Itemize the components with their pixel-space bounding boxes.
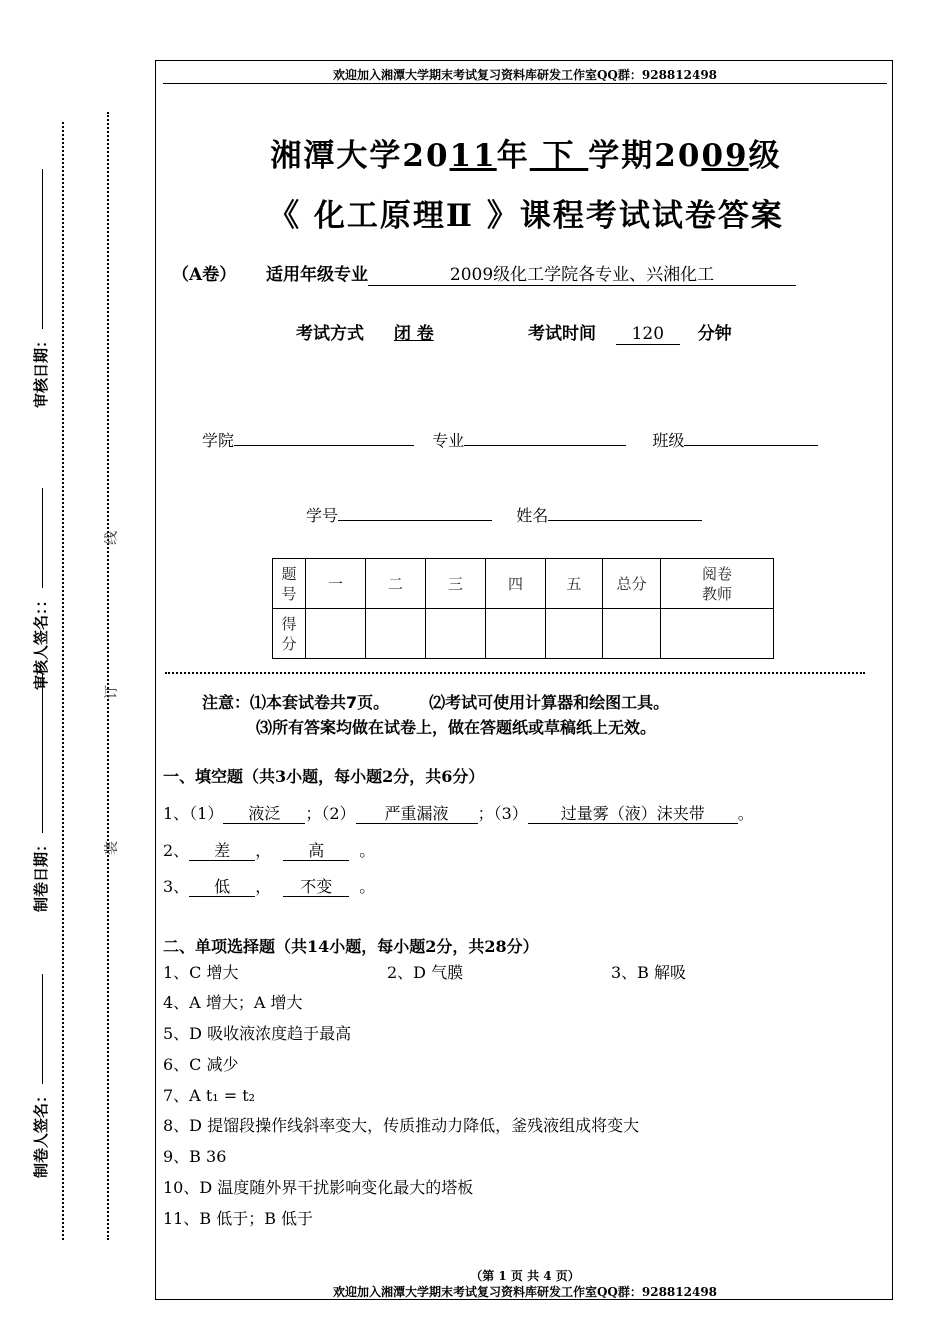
exam-time-line xyxy=(528,319,732,345)
score-cell[interactable] xyxy=(661,609,774,659)
score-cell[interactable] xyxy=(306,609,366,659)
header-rule xyxy=(163,83,887,84)
notice-line2: ⑶所有答案均做在试卷上，做在答题纸或草稿纸上无效。 xyxy=(256,718,657,737)
score-cell[interactable] xyxy=(486,609,546,659)
paper-info-line xyxy=(172,260,796,286)
header-note: 欢迎加入湘潭大学期末考试复习资料库研发工作室QQ群：928812498 xyxy=(332,68,718,82)
s2-row1-b: 2、D 气膜 xyxy=(387,963,464,982)
title-line1: 湘潭大学2011年 下 学期2009级 xyxy=(270,138,782,174)
exam-time-label: 考试时间 xyxy=(528,324,596,344)
binding-char-ding: 订 xyxy=(104,685,120,699)
s2-item: 4、A 增大；A 增大 xyxy=(163,993,303,1012)
binding-char-zhuang: 装 xyxy=(104,841,120,855)
major-field[interactable] xyxy=(464,445,626,446)
s2-item: 9、B 36 xyxy=(163,1147,227,1166)
score-cell[interactable] xyxy=(603,609,661,659)
s2-row1-a: 1、C 增大 xyxy=(163,963,239,982)
maker-label: 制卷人签名： xyxy=(30,974,51,1178)
major-value: 2009级化工学院各专业、兴湘化工 xyxy=(368,260,796,286)
score-cell[interactable] xyxy=(366,609,426,659)
footer-note: 欢迎加入湘潭大学期末考试复习资料库研发工作室QQ群：928812498 xyxy=(332,1285,718,1299)
binding-line-outer xyxy=(62,122,64,1240)
s2-item: 11、B 低于；B 低于 xyxy=(163,1209,314,1228)
class-field[interactable] xyxy=(684,445,818,446)
score-cell[interactable] xyxy=(546,609,603,659)
review-date-label: 审核日期： xyxy=(30,169,51,408)
paper-type: （A卷） xyxy=(172,265,237,285)
exam-mode-label: 考试方式 xyxy=(296,324,364,344)
score-header-row: 题号 一 二 三 四 五 总分 阅卷教师 xyxy=(273,559,774,609)
info-row-1: 学院 专业 班级 xyxy=(202,428,818,451)
score-row: 得分 xyxy=(273,609,774,659)
s2-item: 10、D 温度随外界干扰影响变化最大的塔板 xyxy=(163,1178,474,1197)
s1-q2: 2、 差 ， 高 。 xyxy=(163,841,376,860)
section2-title: 二、单项选择题（共14小题，每小题2分，共28分） xyxy=(163,937,539,956)
notice-line1: 注意：⑴本套试卷共7页。 ⑵考试可使用计算器和绘图工具。 xyxy=(202,693,670,712)
info-row-2: 学号 姓名 xyxy=(306,503,702,526)
exam-time-unit: 分钟 xyxy=(697,324,732,344)
exam-mode-line xyxy=(296,319,434,344)
reviewer-label: 审核人签名：： xyxy=(30,488,51,690)
college-field[interactable] xyxy=(234,445,414,446)
binding-char-line: 线 xyxy=(104,531,120,545)
s2-item: 8、D 提馏段操作线斜率变大，传质推动力降低，釜残液组成将变大 xyxy=(163,1116,640,1135)
dotted-separator xyxy=(165,672,865,674)
s2-row1-c: 3、B 解吸 xyxy=(611,963,687,982)
s2-item: 6、C 减少 xyxy=(163,1055,239,1074)
score-table xyxy=(272,558,774,659)
page-number: （第 1 页 共 4 页） xyxy=(470,1269,580,1283)
title-line2: 《 化工原理Ⅱ 》课程考试试卷答案 xyxy=(268,198,784,234)
binding-line-inner xyxy=(107,112,109,1240)
s1-q3: 3、 低 ， 不变 。 xyxy=(163,877,376,896)
major-label: 适用年级专业 xyxy=(266,265,369,285)
name-field[interactable] xyxy=(548,520,702,521)
exam-time-value: 120 xyxy=(616,324,680,345)
score-cell[interactable] xyxy=(426,609,486,659)
student-id-field[interactable] xyxy=(338,520,492,521)
make-date-label: 制卷日期： xyxy=(30,673,51,912)
s2-item: 7、A t₁ = t₂ xyxy=(163,1086,256,1105)
section1-title: 一、填空题（共3小题，每小题2分，共6分） xyxy=(163,767,485,786)
exam-mode-value: 闭 卷 xyxy=(393,324,434,344)
s1-q1: 1、（1） 液泛 ；（2） 严重漏液 ；（3） 过量雾（液）沫夹带 。 xyxy=(163,804,754,823)
s2-item: 5、D 吸收液浓度趋于最高 xyxy=(163,1024,352,1043)
